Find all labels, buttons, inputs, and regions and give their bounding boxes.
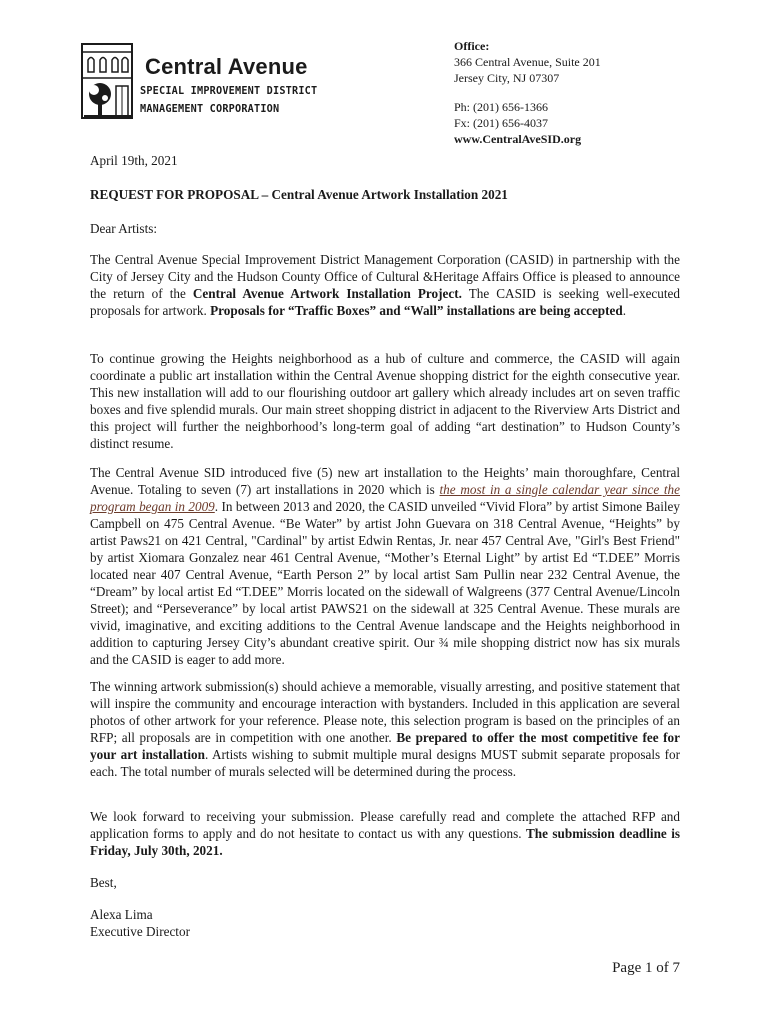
- office-address-line1: 366 Central Avenue, Suite 201: [454, 55, 601, 70]
- paragraph-background: To continue growing the Heights neighborhood as a hub of culture and commerce, the CASID will again coordinate a public art installation within the Central Avenue shopping district for the eighth consecutive year. This new installation will add to our flourishing outdoor art gallery which already includes art on seven traffic boxes and five splendid murals. Our main street shopping district in adjacent to the Riverview Arts District and this project will further the neighborhood’s long-term goal of adding “art destination” to Hudson County’s distinct resume.: [90, 351, 680, 451]
- office-address-line2: Jersey City, NJ 07307: [454, 71, 560, 86]
- office-website-link[interactable]: www.CentralAveSID.org: [454, 132, 582, 147]
- office-label: Office:: [454, 39, 490, 53]
- paragraph-intro: The Central Avenue Special Improvement District Management Corporation (CASID) in partnership with the City of Jersey City and the Hudson County Office of Cultural &Heritage Affairs Office is pleased to announce the return of the Central Avenue Artwork Installation Project. The CASID is seeking well-executed proposals for artwork. Proposals for “Traffic Boxes” and “Wall” installations are being accepted.: [90, 252, 680, 318]
- paragraph-history: The Central Avenue SID introduced five (5) new art installation to the Heights’ main thoroughfare, Central Avenue. Totaling to seven (7) art installations in 2020 which is the most in a single calendar year since the program began in 2009. In between 2013 and 2020, the CASID unveiled “Vivid Flora” by artist Simone Bailey Campbell on 475 Central Avenue. “Be Water” by artist John Guevara on 318 Central Avenue, “Heights” by artist Paws21 on 421 Central, "Cardinal" by artist Edwin Rentas, Jr. near 457 Central Ave, "Girl's Best Friend" by artist Xiomara Gonzalez near 461 Central Avenue, “Mother’s Eternal Light” by artist Ed “T.DEE” Morris located near 407 Central Avenue, “Earth Person 2” by local artist Sam Pullin near 232 Central Avenue, the “Dream” by local artist Ed “T.DEE” Morris located on the sidewall of Walgreens (377 Central Avenue/Lincoln Street); and “Perseverance” by local artist PAWS21 on the sidewall at 325 Central Avenue. These murals are vivid, imaginative, and exciting additions to the Central Avenue landscape and the Heights neighborhood in addition to capturing Jersey City’s abundant creative spirit. Our ¾ mile shopping district now has six murals and the CASID is eager to add more.: [90, 465, 681, 667]
- signer-title: Executive Director: [90, 924, 190, 939]
- office-fax: Fx: (201) 656-4037: [454, 115, 548, 130]
- highlight-most-installations: the most in a single calendar year since the program began in 2009: [90, 482, 681, 514]
- office-phone: Ph: (201) 656-1366: [454, 99, 548, 114]
- signer-name: Alexa Lima: [90, 907, 153, 922]
- letter-subject: REQUEST FOR PROPOSAL – Central Avenue Artwork Installation 2021: [90, 187, 508, 202]
- letter-salutation: Dear Artists:: [90, 221, 158, 236]
- logo-org-line1: SPECIAL IMPROVEMENT DISTRICT: [140, 86, 318, 97]
- letter-closing: Best,: [90, 875, 117, 890]
- logo-org-name: Central Avenue: [145, 54, 308, 79]
- paragraph-deadline: We look forward to receiving your submission. Please carefully read and complete the attached RFP and application forms to apply and do not hesitate to contact us with any questions. The submission deadline is Friday, July 30th, 2021.: [90, 809, 680, 858]
- paragraph-requirements: The winning artwork submission(s) should achieve a memorable, visually arresting, and positive statement that will inspire the community and encourage interaction with bystanders. Included in this application are several photos of other artwork for your reference. Please note, this selection program is based on the principles of an RFP; all proposals are in competition with one another. Be prepared to offer the most competitive fee for your art installation. Artists wishing to submit multiple mural designs MUST submit separate proposals for each. The total number of murals selected will be determined during the process.: [90, 679, 681, 779]
- office-contact-block: [454, 38, 601, 147]
- letter-date: April 19th, 2021: [90, 153, 178, 168]
- logo-org-line2: MANAGEMENT CORPORATION: [140, 104, 280, 115]
- page-number: Page 1 of 7: [612, 960, 680, 976]
